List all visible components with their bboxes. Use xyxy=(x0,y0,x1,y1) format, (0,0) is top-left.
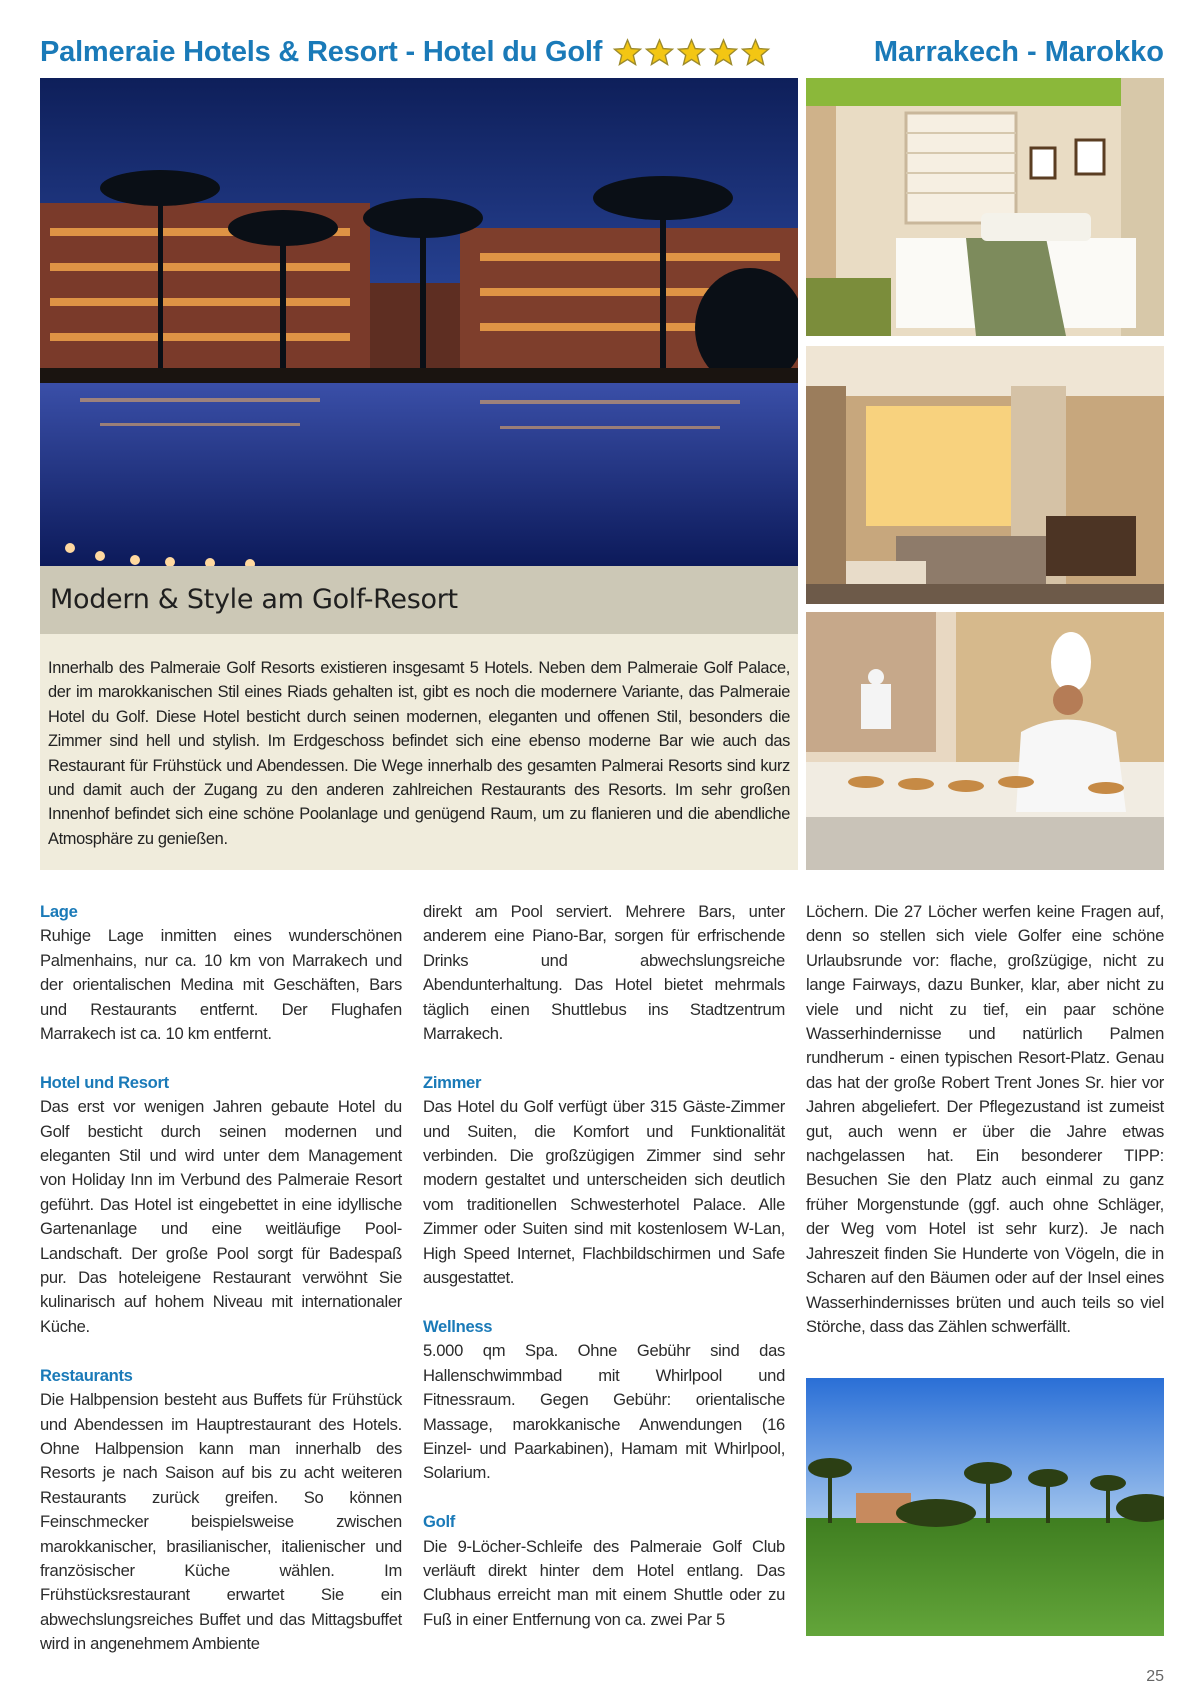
section-text-restaurants: Die Halbpension besteht aus Buffets für Frühstück und Abendessen im Hauptrestaurant des Hotels. Ohne Halbpension kann man innerhalb des Resorts je nach Saison auf bis zu acht weiteren Restaurants zurück greifen. So können Feinschmecker beispielsweise zwischen marokkanischer, brasilianischer, italienischer und französischer Küche wählen. Im Frühstücksrestaurant erwartet Sie ein abwechslungsreiches Buffet und das Mittagsbuffet wird in angenehmem Ambiente xyxy=(40,1390,402,1654)
section-heading-golf: Golf xyxy=(423,1512,455,1532)
section-heading-hotel: Hotel und Resort xyxy=(40,1072,169,1092)
text-column-1 xyxy=(40,900,402,1681)
lounge-photo xyxy=(806,346,1164,604)
headline-banner xyxy=(40,566,798,634)
star-icon xyxy=(644,38,675,67)
page-number: 25 xyxy=(1146,1668,1164,1685)
text-column-2 xyxy=(423,900,785,1657)
intro-text: Innerhalb des Palmeraie Golf Resorts existieren insgesamt 5 Hotels. Neben dem Palmeraie Golf Palace, der im marokkanischen Stil eines Riads gehalten ist, gibt es noch die modernere Variante, das Palmeraie Hotel du Golf. Diese Hotel besticht durch seinen modernen, eleganten und offenen Stil, besonders die Zimmer sind hell und stylish. Im Erdgeschoss befindet sich eine ebenso moderne Bar wie auch das Restaurant für Frühstück und Abendessen. Die Wege innerhalb des gesamten Palmerai Resorts sind kurz und damit auch der Zugang zu den anderen zahlreichen Restaurants des Resorts. Im sehr großen Innenhof befindet sich eine schöne Poolanlage und genügend Raum, um zu flanieren und die abendliche Atmosphäre zu genießen. xyxy=(48,659,790,848)
golf-course-photo xyxy=(806,1378,1164,1636)
bedroom-photo xyxy=(806,78,1164,336)
chef-photo xyxy=(806,612,1164,870)
intro-box xyxy=(40,634,798,870)
star-icon xyxy=(708,38,739,67)
star-icon xyxy=(676,38,707,67)
section-heading-lage: Lage xyxy=(40,902,78,921)
section-text-hotel: Das erst vor wenigen Jahren gebaute Hotel du Golf besticht durch seinen modernen und eleganten Stil und wird unter dem Management von Holiday Inn im Verbund des Palmeraie Resort geführt. Das Hotel ist eingebettet in eine idyllische Gartenanlage und eine weitläufige Pool-Landschaft. Der große Pool sorgt für Badespaß pur. Das hoteleigene Restaurant verwöhnt Sie kulinarisch auf hohem Niveau mit internationaler Küche. xyxy=(40,1097,402,1336)
section-text-restaurants-cont: direkt am Pool serviert. Mehrere Bars, unter anderem eine Piano-Bar, sorgen für erfrischende Drinks und abwechslungsreiche Abendunterhaltung. Das Hotel bietet mehrmals täglich einen Shuttlebus ins Stadtzentrum Marrakech. xyxy=(423,902,785,1044)
star-icon xyxy=(612,38,643,67)
section-heading-zimmer: Zimmer xyxy=(423,1072,482,1092)
headline: Modern & Style am Golf-Resort xyxy=(50,584,458,615)
hotel-title: Palmeraie Hotels & Resort - Hotel du Golf xyxy=(40,36,603,68)
star-rating xyxy=(612,38,772,67)
section-text-zimmer: Das Hotel du Golf verfügt über 315 Gäste-Zimmer und Suiten, die Komfort und Funktionalität verbinden. Die großzügigen Zimmer sind sehr modern gestaltet und unterscheiden sich deutlich vom traditionellen Schwesterhotel Palace. Alle Zimmer oder Suiten sind mit kostenlosem W-Lan, High Speed Internet, Flachbildschirmen und Safe ausgestattet. xyxy=(423,1097,785,1288)
page-title xyxy=(40,36,772,69)
text-column-3 xyxy=(806,900,1164,1364)
section-heading-restaurants: Restaurants xyxy=(40,1365,133,1385)
section-text-wellness: 5.000 qm Spa. Ohne Gebühr sind das Hallenschwimmbad mit Whirlpool und Fitnessraum. Gegen Gebühr: orientalische Massage, marokkanische Anwendungen (16 Einzel- und Paarkabinen), Hamam mit Whirlpool, Solarium. xyxy=(423,1341,785,1483)
section-heading-wellness: Wellness xyxy=(423,1316,493,1336)
section-text-lage: Ruhige Lage inmitten eines wunderschönen Palmenhains, nur ca. 10 km von Marrakech und der orientalischen Medina mit Geschäften, Bars und Restaurants entfernt. Der Flughafen Marrakech ist ca. 10 km entfernt. xyxy=(40,926,402,1044)
star-icon xyxy=(740,38,771,67)
section-text-golf: Die 9-Löcher-Schleife des Palmeraie Golf Club verläuft direkt hinter dem Hotel entlang. Das Clubhaus erreicht man mit einem Shuttle oder zu Fuß in einer Entfernung von ca. zwei Par 5 xyxy=(423,1536,785,1629)
hero-photo xyxy=(40,78,798,566)
section-text-golf-cont: Löchern. Die 27 Löcher werfen keine Fragen auf, denn so stellen sich viele Golfer eine schöne Urlaubsrunde vor: flache, großzügige, nicht zu lange Fairways, dazu Bunker, klar, aber nicht zu viele und nicht zu tief, ein paar schöne Wasserhindernisse und natürlich Palmen rundherum - einen typischen Resort-Platz. Genau das hat der große Robert Trent Jones Sr. hier vor Jahren abgeliefert. Der Pflegezustand ist zumeist gut, auch wenn er über die Jahre etwas nachgelassen hat. Ein besonderer TIPP: Besuchen Sie den Platz auch einmal zu ganz früher Morgenstunde (ggf. auch ohne Schläger, der Weg vom Hotel ist sehr kurz). Je nach Jahreszeit finden Sie Hunderte von Vögeln, die in Scharen auf den Bäumen oder auf der Insel eines Wasserhindernisses brüten und auch teils so viel Störche, dass das Zählen schwerfällt. xyxy=(806,902,1164,1336)
location-title: Marrakech - Marokko xyxy=(873,36,1164,68)
